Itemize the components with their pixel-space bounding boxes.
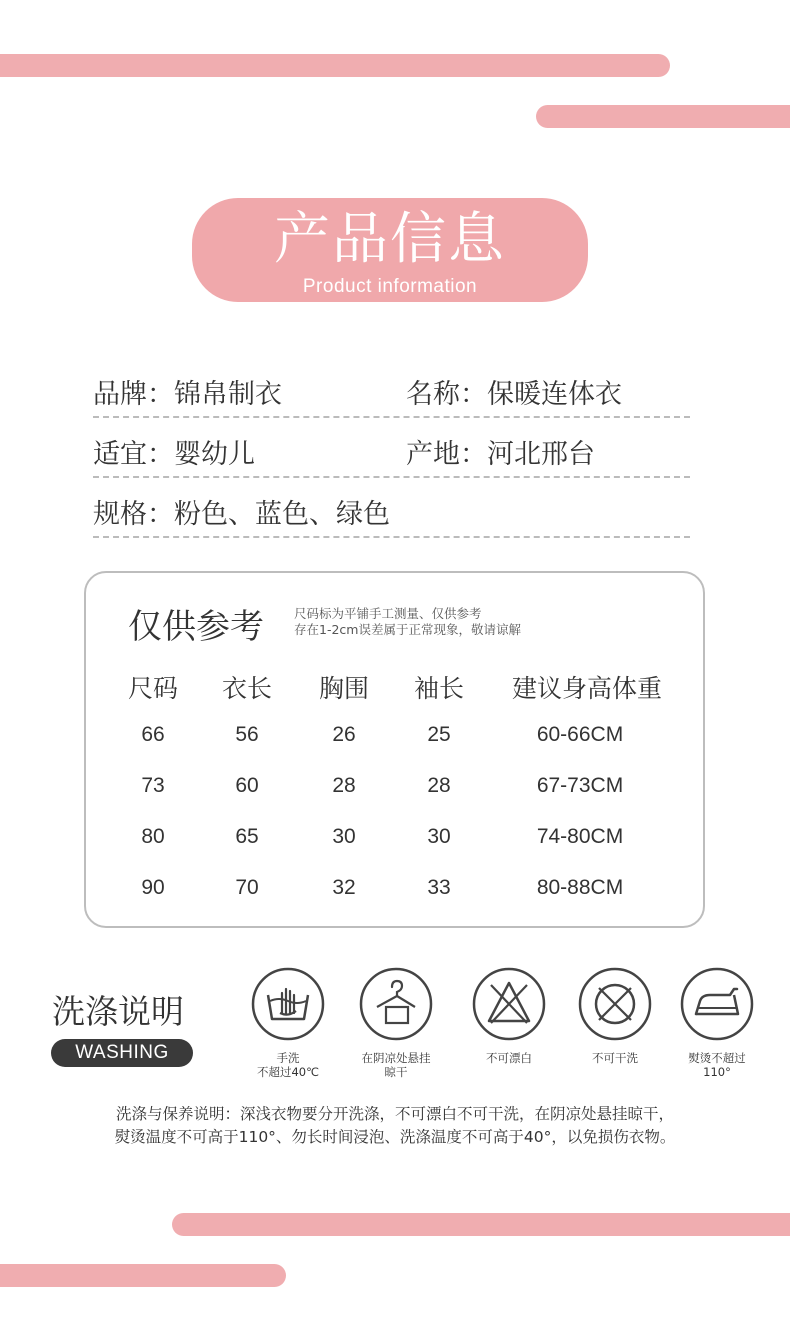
- header-chest: 胸围: [318, 674, 370, 703]
- hand-wash-label: 手洗 不超过40℃: [256, 1051, 320, 1079]
- size-table-title: 仅供参考: [128, 607, 264, 647]
- cell-r1-c1: 66: [141, 723, 165, 746]
- info-brand: 品牌：锦帛制衣: [93, 379, 282, 410]
- cell-r3-c4: 30: [427, 825, 451, 848]
- size-note-line1: 尺码标为平铺手工测量、仅供参考: [294, 606, 482, 621]
- header-size: 尺码: [127, 674, 179, 703]
- section-title-en: Product information: [302, 276, 478, 297]
- cell-r4-c2: 70: [235, 876, 259, 899]
- cell-r1-c2: 56: [235, 723, 259, 746]
- cell-r2-c4: 28: [427, 774, 451, 797]
- info-name: 名称：保暖连体衣: [406, 379, 622, 410]
- header-sleeve: 袖长: [413, 674, 465, 703]
- cell-r4-c3: 32: [332, 876, 356, 899]
- no-bleach-label: 不可漂白: [486, 1051, 532, 1065]
- section-title-cn: 产品信息: [274, 207, 506, 272]
- hang-dry-label: 在阴凉处悬挂 晾干: [361, 1051, 431, 1079]
- cell-r4-c4: 33: [427, 876, 451, 899]
- washing-badge: WASHING: [51, 1039, 193, 1067]
- decor-bar-top-2: [536, 105, 790, 128]
- cell-r3-c3: 30: [332, 825, 356, 848]
- cell-r2-c2: 60: [235, 774, 259, 797]
- cell-r1-c4: 25: [427, 723, 451, 746]
- no-dry-clean-label: 不可干洗: [592, 1051, 638, 1065]
- no-bleach-icon: [472, 967, 546, 1041]
- cell-r3-c5: 74-80CM: [536, 825, 624, 848]
- care-instructions-line1: 洗涤与保养说明：深浅衣物要分开洗涤，不可漂白不可干洗，在阴凉处悬挂晾干，: [115, 1105, 674, 1123]
- iron-label: 熨烫不超过 110°: [688, 1051, 746, 1079]
- header-length: 衣长: [221, 674, 273, 703]
- cell-r1-c5: 60-66CM: [536, 723, 624, 746]
- info-row-3: [93, 492, 690, 538]
- decor-bar-bottom-2: [0, 1264, 286, 1287]
- info-suitable: 适宜：婴幼儿: [93, 439, 255, 470]
- decor-bar-top-1: [0, 54, 670, 77]
- info-origin: 产地：河北邢台: [406, 439, 595, 470]
- cell-r1-c3: 26: [332, 723, 356, 746]
- size-table-card: [84, 571, 705, 928]
- cell-r3-c2: 65: [235, 825, 259, 848]
- washing-title: 洗涤说明: [52, 992, 184, 1031]
- info-row-1: [93, 372, 690, 418]
- cell-r2-c1: 73: [141, 774, 165, 797]
- header-height: 建议身高体重: [511, 674, 663, 703]
- info-row-2: [93, 432, 690, 478]
- size-note-line2: 存在1-2cm误差属于正常现象，敬请谅解: [294, 622, 521, 637]
- cell-r4-c5: 80-88CM: [536, 876, 624, 899]
- hang-dry-icon: [359, 967, 433, 1041]
- cell-r3-c1: 80: [141, 825, 165, 848]
- decor-bar-bottom-1: [172, 1213, 790, 1236]
- info-spec: 规格：粉色、蓝色、绿色: [93, 499, 390, 530]
- cell-r2-c3: 28: [332, 774, 356, 797]
- cell-r2-c5: 67-73CM: [536, 774, 624, 797]
- section-title-badge: [192, 198, 588, 302]
- cell-r4-c1: 90: [141, 876, 165, 899]
- care-instructions-line2: 熨烫温度不可高于110°、勿长时间浸泡、洗涤温度不可高于40°，以免损伤衣物。: [114, 1128, 676, 1146]
- hand-wash-icon: [251, 967, 325, 1041]
- iron-icon: [680, 967, 754, 1041]
- no-dry-clean-icon: [578, 967, 652, 1041]
